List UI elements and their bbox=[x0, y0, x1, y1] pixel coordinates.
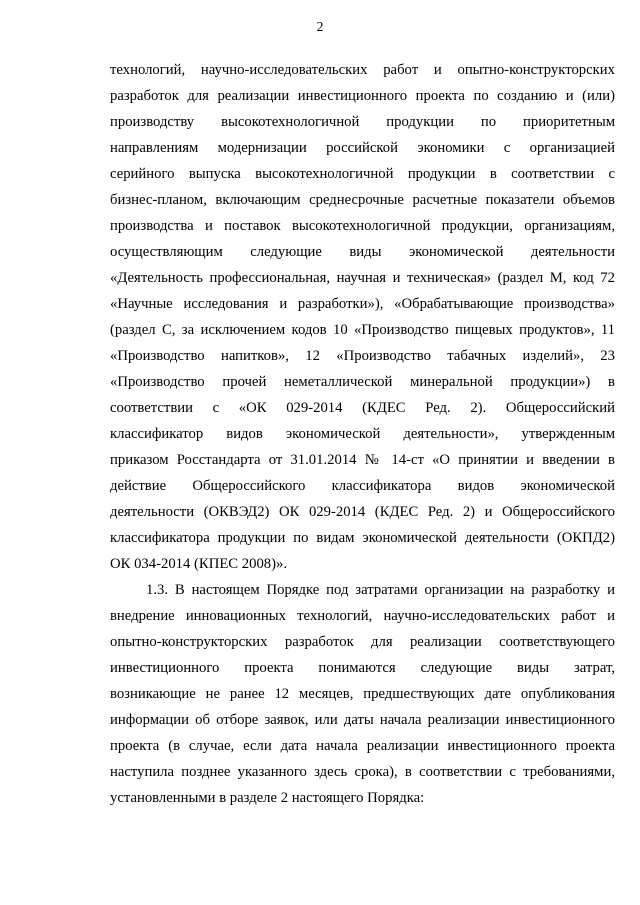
text-line: технологий, научно-исследовательских работ и опытно-конструкторских bbox=[110, 62, 615, 78]
text-line: инвестиционного проекта понимаются следующие виды затрат, bbox=[110, 660, 615, 676]
text-line: направлениям модернизации российской экономики с организацией bbox=[110, 140, 615, 156]
text-line: приказом Росстандарта от 31.01.2014 № 14-ст «О принятии и введении в bbox=[110, 452, 615, 468]
text-line: установленными в разделе 2 настоящего Порядка: bbox=[110, 790, 425, 806]
text-line: бизнес-планом, включающим среднесрочные расчетные показатели объемов bbox=[110, 192, 615, 208]
text-line: «Деятельность профессиональная, научная и техническая» (раздел М, код 72 bbox=[110, 270, 615, 286]
text-line: соответствии с «ОК 029-2014 (КДЕС Ред. 2). Общероссийский bbox=[110, 400, 615, 416]
text-line: классификатора продукции по видам экономической деятельности (ОКПД2) bbox=[110, 530, 615, 546]
text-line: «Производство прочей неметаллической минеральной продукции») в bbox=[110, 374, 615, 390]
text-line: серийного выпуска высокотехнологичной продукции в соответствии с bbox=[110, 166, 615, 182]
text-line: производству высокотехнологичной продукции по приоритетным bbox=[110, 114, 615, 130]
text-line: проекта (в случае, если дата начала реализации инвестиционного проекта bbox=[110, 738, 615, 754]
page-number: 2 bbox=[316, 19, 324, 34]
text-line: возникающие не ранее 12 месяцев, предшествующих дате опубликования bbox=[110, 686, 615, 702]
text-line: «Производство напитков», 12 «Производство табачных изделий», 23 bbox=[110, 348, 615, 364]
text-line: 1.3. В настоящем Порядке под затратами организации на разработку и bbox=[146, 582, 615, 598]
text-line: опытно-конструкторских разработок для реализации соответствующего bbox=[110, 634, 615, 650]
text-line: классификатор видов экономической деятельности», утвержденным bbox=[110, 426, 615, 442]
text-line: производства и поставок высокотехнологичной продукции, организациям, bbox=[110, 218, 615, 234]
text-line: деятельности (ОКВЭД2) ОК 029-2014 (КДЕС Ред. 2) и Общероссийского bbox=[110, 504, 615, 520]
text-line: «Научные исследования и разработки»), «Обрабатывающие производства» bbox=[110, 296, 615, 312]
text-line: действие Общероссийского классификатора видов экономической bbox=[110, 478, 615, 494]
text-line: ОК 034-2014 (КПЕС 2008)». bbox=[110, 556, 288, 572]
text-line: (раздел С, за исключением кодов 10 «Производство пищевых продуктов», 11 bbox=[110, 322, 615, 338]
text-line: внедрение инновационных технологий, научно-исследовательских работ и bbox=[110, 608, 615, 624]
text-line: разработок для реализации инвестиционного проекта по созданию и (или) bbox=[110, 88, 615, 104]
text-line: наступила позднее указанного здесь срока), в соответствии с требованиями, bbox=[110, 764, 615, 780]
text-line: осуществляющим следующие виды экономической деятельности bbox=[110, 244, 615, 260]
text-line: информации об отборе заявок, или даты начала реализации инвестиционного bbox=[110, 712, 615, 728]
